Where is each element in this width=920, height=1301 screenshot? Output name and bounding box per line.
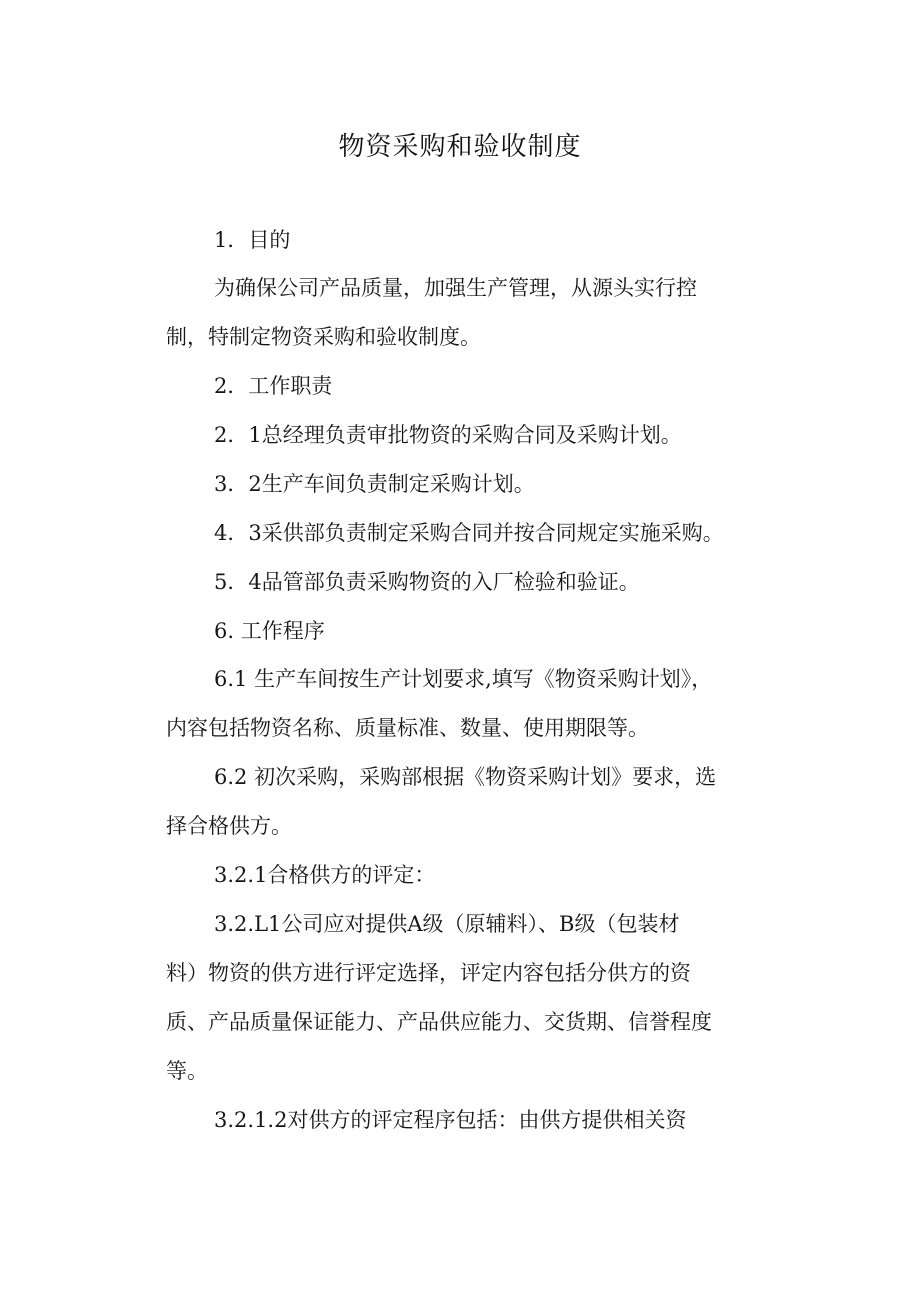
paragraph-line: 6.2 初次采购，采购部根据《物资采购计划》要求，选 — [214, 765, 717, 789]
paragraph-line: 5．4品管部负责采购物资的入厂检验和验证。 — [214, 570, 640, 594]
paragraph-line: 等。 — [166, 1059, 208, 1083]
document-title: 物资采购和验收制度 — [338, 132, 582, 162]
section-heading-purpose: 1．目的 — [214, 228, 291, 252]
paragraph-line: 4．3采供部负责制定采购合同并按合同规定实施采购。 — [214, 521, 724, 545]
paragraph-line: 料）物资的供方进行评定选择，评定内容包括分供方的资 — [166, 961, 691, 985]
paragraph-line: 2．1总经理负责审批物资的采购合同及采购计划。 — [214, 423, 682, 447]
paragraph-line: 3.2.1.2对供方的评定程序包括：由供方提供相关资 — [214, 1108, 687, 1132]
paragraph-line: 6.1 生产车间按生产计划要求,填写《物资采购计划》， — [214, 667, 713, 691]
paragraph-line: 3.2.1合格供方的评定： — [214, 863, 436, 887]
paragraph-line: 为确保公司产品质量，加强生产管理，从源头实行控 — [214, 276, 697, 300]
section-heading-duties: 2．工作职责 — [214, 374, 333, 398]
paragraph-line: 制，特制定物资采购和验收制度。 — [166, 325, 481, 349]
paragraph-line: 内容包括物资名称、质量标准、数量、使用期限等。 — [166, 716, 649, 740]
paragraph-line: 择合格供方。 — [166, 814, 292, 838]
section-heading-procedure: 6. 工作程序 — [214, 619, 325, 643]
paragraph-line: 3．2生产车间负责制定采购计划。 — [214, 472, 535, 496]
paragraph-line: 质、产品质量保证能力、产品供应能力、交货期、信誉程度 — [166, 1010, 712, 1034]
paragraph-line: 3.2.L1公司应对提供A级（原辅料）、B级（包装材 — [214, 912, 680, 936]
